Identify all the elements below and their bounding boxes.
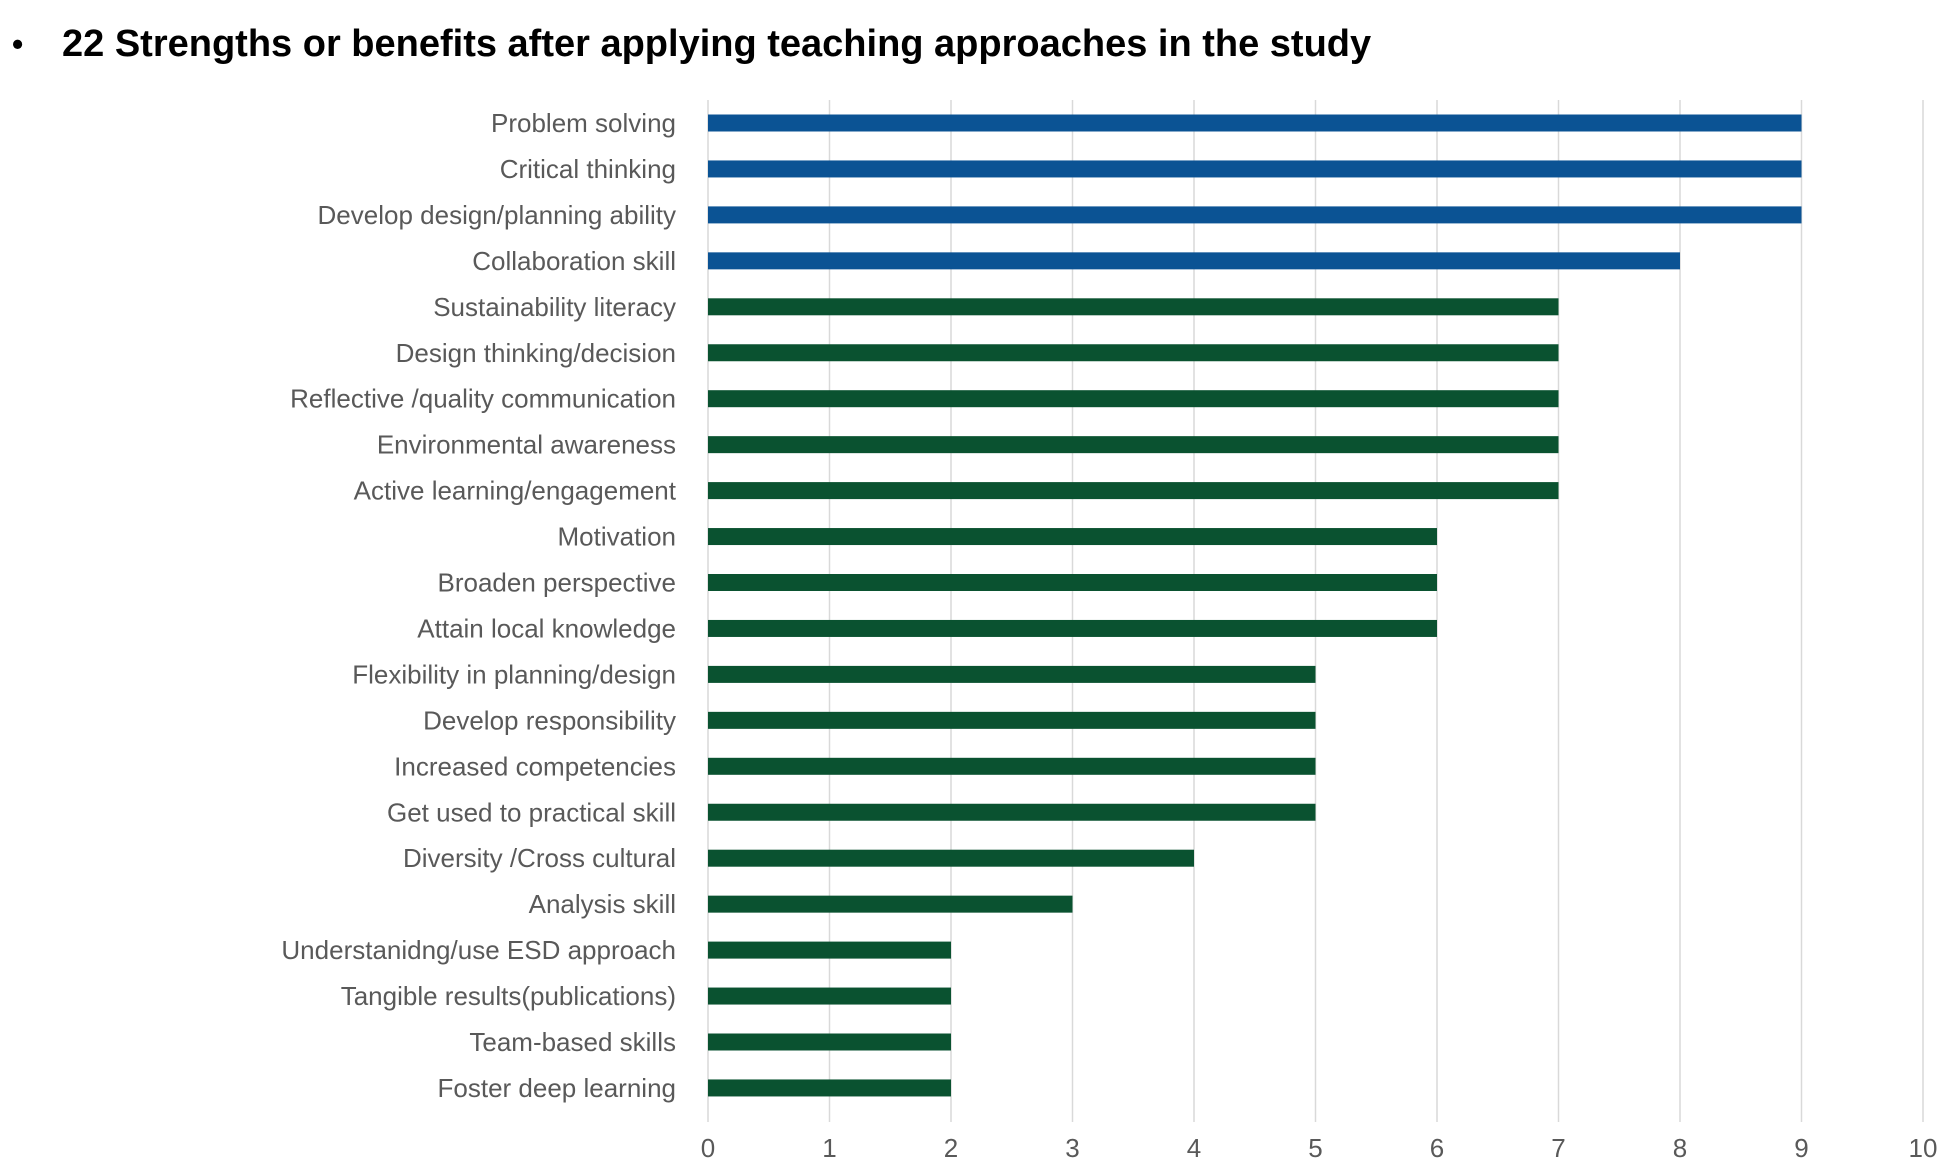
bar	[708, 528, 1437, 545]
category-label: Collaboration skill	[472, 245, 676, 276]
bar	[708, 482, 1559, 499]
category-label: Broaden perspective	[437, 567, 676, 598]
category-label: Foster deep learning	[437, 1072, 676, 1103]
category-label: Develop design/planning ability	[317, 199, 676, 230]
bar	[708, 298, 1559, 315]
bar	[708, 1034, 951, 1051]
bar	[708, 115, 1802, 132]
chart-title: 22 Strengths or benefits after applying teaching approaches in the study	[62, 22, 1372, 65]
category-label: Reflective /quality communication	[290, 383, 676, 414]
category-label: Increased competencies	[394, 751, 676, 782]
x-tick-label: 2	[943, 1133, 959, 1163]
bars	[708, 115, 1802, 1097]
x-tick-label: 6	[1429, 1133, 1445, 1163]
category-label: Attain local knowledge	[417, 613, 676, 644]
bar	[708, 942, 951, 959]
x-tick-label: 10	[1908, 1133, 1938, 1163]
category-label: Get used to practical skill	[386, 797, 676, 828]
category-label: Develop responsibility	[423, 705, 676, 736]
category-labels	[281, 108, 676, 1103]
category-label: Critical thinking	[499, 153, 676, 184]
bar	[708, 758, 1316, 775]
x-tick-label: 4	[1186, 1133, 1202, 1163]
category-label: Active learning/engagement	[353, 475, 676, 506]
x-tick-label: 0	[700, 1133, 716, 1163]
category-label: Diversity /Cross cultural	[402, 843, 676, 874]
x-tick-label: 9	[1794, 1133, 1809, 1163]
category-label: Motivation	[557, 521, 676, 552]
bar	[708, 206, 1802, 223]
bar	[708, 850, 1194, 867]
bar	[708, 160, 1802, 177]
bar	[708, 666, 1316, 683]
bar	[708, 1079, 951, 1096]
x-tick-label: 8	[1672, 1133, 1688, 1163]
x-tick-label: 5	[1308, 1133, 1323, 1163]
x-axis-ticks	[701, 1133, 1938, 1163]
category-label: Tangible results(publications)	[340, 981, 676, 1012]
category-label: Design thinking/decision	[395, 337, 676, 368]
category-label: Sustainability literacy	[433, 291, 676, 322]
bar	[708, 620, 1437, 637]
category-label: Understanidng/use ESD approach	[281, 935, 676, 966]
bar	[708, 574, 1437, 591]
category-label: Environmental awareness	[376, 429, 676, 460]
bar	[708, 712, 1316, 729]
bar	[708, 436, 1559, 453]
title-bullet: •	[12, 25, 24, 62]
category-label: Team-based skills	[469, 1027, 676, 1057]
bar	[708, 804, 1316, 821]
x-tick-label: 1	[822, 1133, 837, 1163]
bar	[708, 390, 1559, 407]
category-label: Analysis skill	[528, 889, 676, 920]
bar	[708, 896, 1073, 913]
bar	[708, 988, 951, 1005]
bar	[708, 252, 1680, 269]
x-tick-label: 3	[1065, 1133, 1080, 1163]
category-label: Problem solving	[491, 108, 676, 138]
category-label: Flexibility in planning/design	[352, 659, 676, 690]
bar	[708, 344, 1559, 361]
x-tick-label: 7	[1551, 1133, 1566, 1163]
